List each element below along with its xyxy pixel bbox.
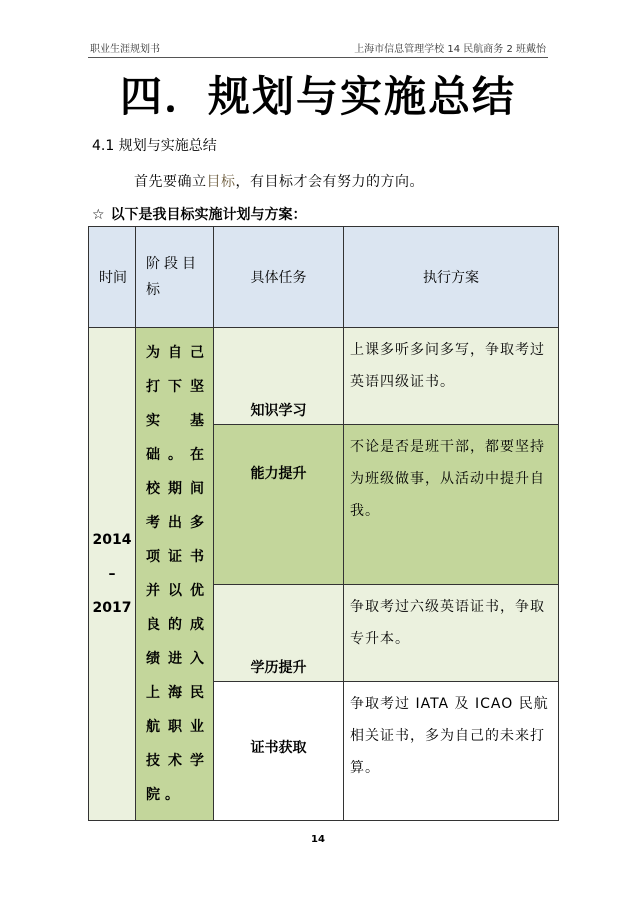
plan-table <box>88 226 559 821</box>
section-heading: 4.1 规划与实施总结 <box>92 138 217 154</box>
plan-cell: 争取考过 IATA 及 ICAO 民航相关证书，多为自己的未来打算。 <box>344 681 559 820</box>
plan-cell: 上课多听多问多写，争取考过英语四级证书。 <box>344 328 559 425</box>
table-header-row <box>89 227 559 328</box>
task-cell: 能力提升 <box>214 424 344 585</box>
intro-before: 首先要确立 <box>134 174 207 190</box>
star-icon: ☆ <box>92 207 105 223</box>
header-task: 具体任务 <box>214 227 344 328</box>
plan-cell: 争取考过六级英语证书，争取专升本。 <box>344 585 559 682</box>
header-rule <box>88 57 548 58</box>
table-row <box>89 328 559 425</box>
intro-paragraph <box>134 171 424 191</box>
header-right-text: 上海市信息管理学校 14 民航商务 2 班戴怡 <box>354 44 546 55</box>
header-time: 时间 <box>89 227 136 328</box>
task-cell: 学历提升 <box>214 585 344 682</box>
page-number: 14 <box>311 834 325 845</box>
plan-heading <box>92 204 307 224</box>
stage-goal-cell: 为自己打下坚实基础。在校期间考出多项证书并以优良的成绩进入上海民航职业技术学院。 <box>136 328 214 821</box>
intro-highlight: 目标 <box>206 174 236 190</box>
chapter-title: 四．规划与实施总结 <box>119 72 516 121</box>
plan-heading-text: 以下是我目标实施计划与方案： <box>110 207 307 223</box>
header-left-text: 职业生涯规划书 <box>90 44 160 55</box>
task-cell: 证书获取 <box>214 681 344 820</box>
year-range-cell: 2014 – 2017 <box>89 328 136 821</box>
header-stage: 阶段目标 <box>136 227 214 328</box>
plan-cell: 不论是否是班干部，都要坚持为班级做事，从活动中提升自我。 <box>344 424 559 585</box>
intro-after: ，有目标才会有努力的方向。 <box>235 174 424 190</box>
task-cell: 知识学习 <box>214 328 344 425</box>
header-plan: 执行方案 <box>344 227 559 328</box>
